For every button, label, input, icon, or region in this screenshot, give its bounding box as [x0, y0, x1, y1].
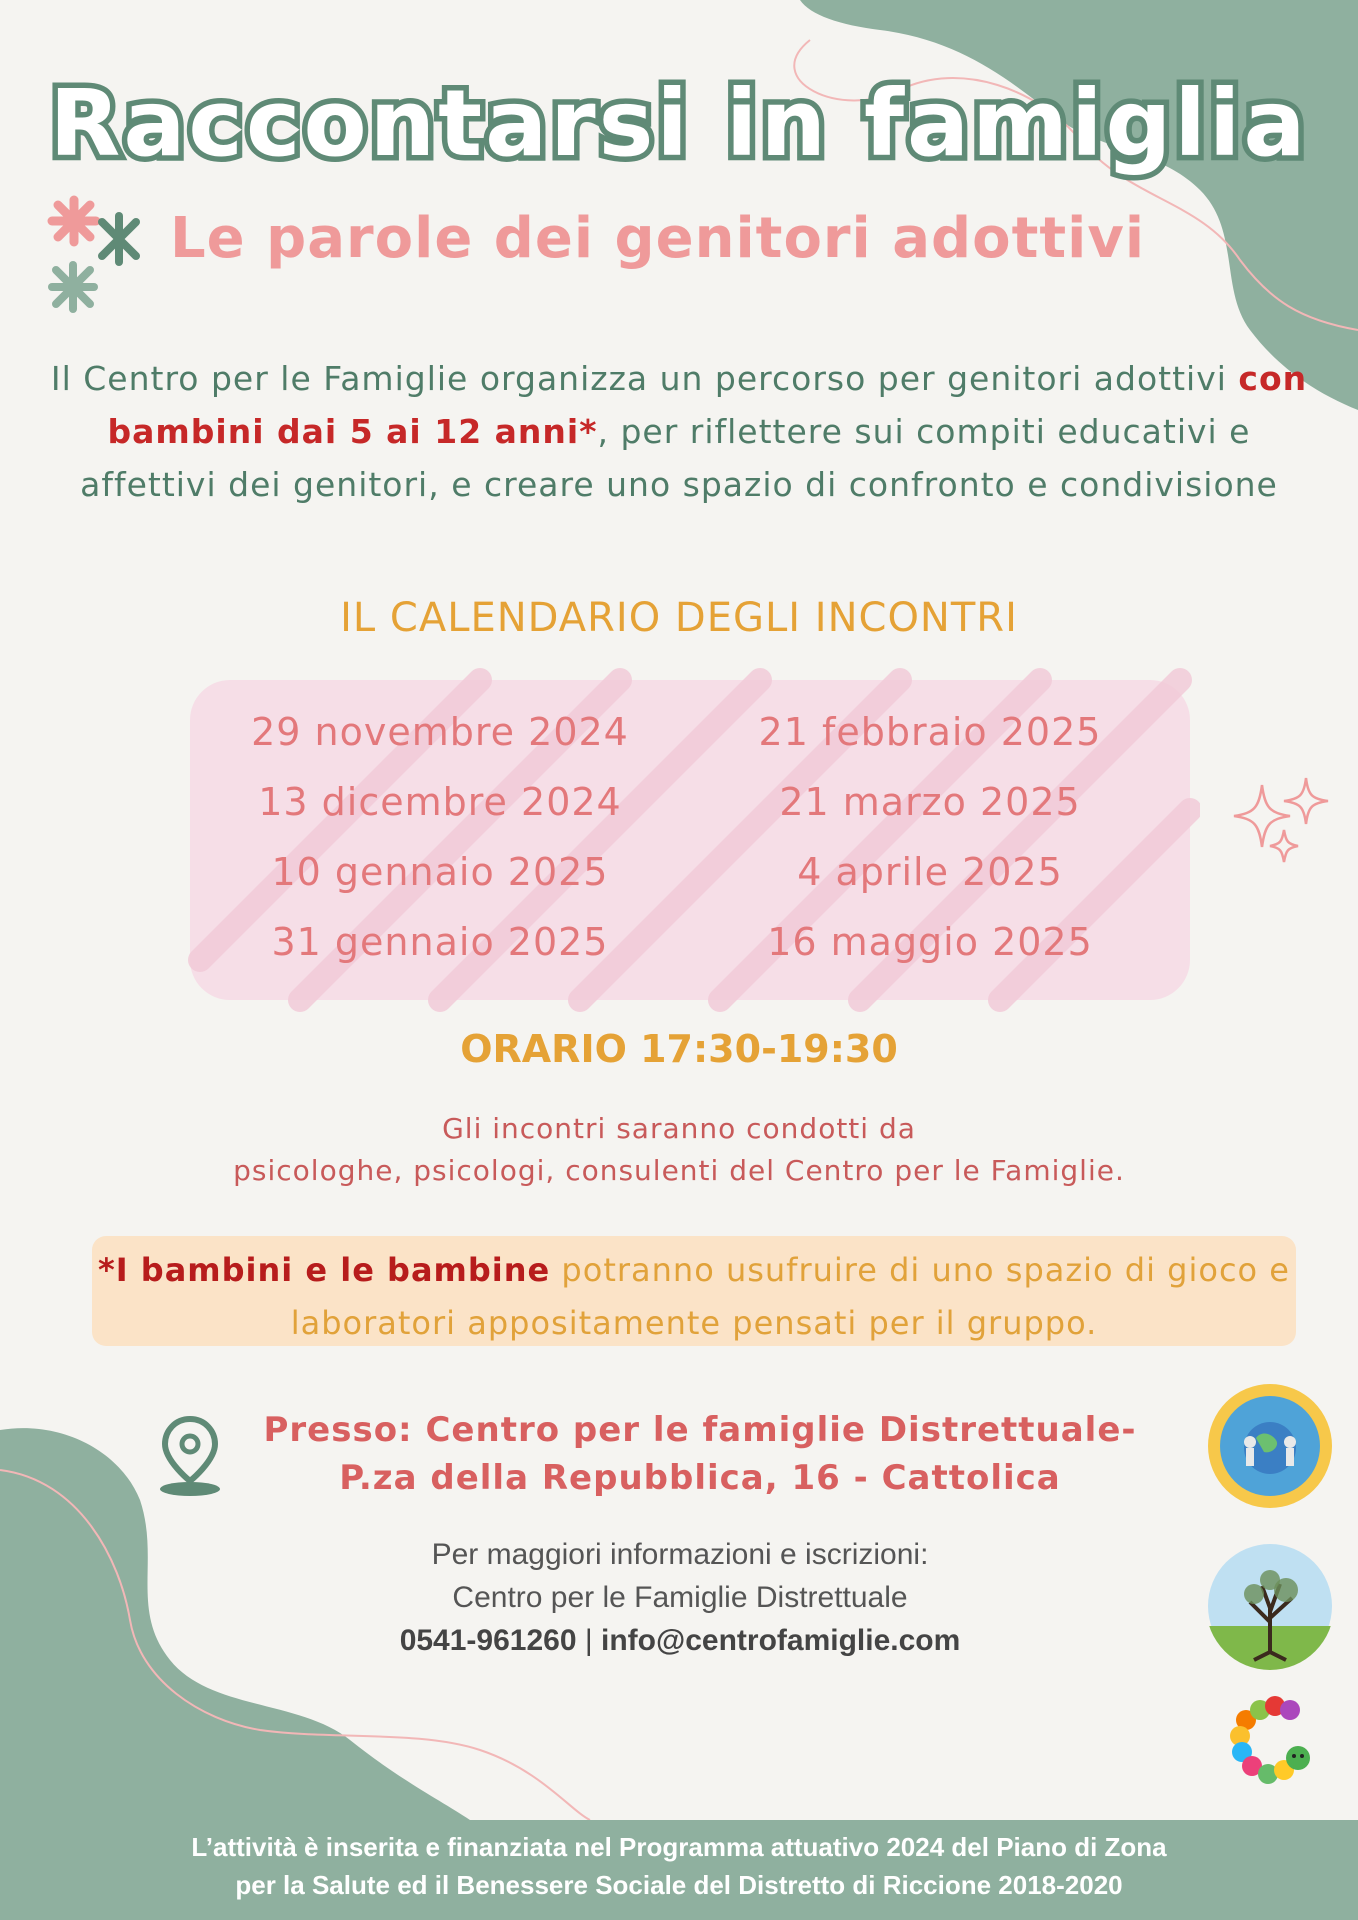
contact-info	[260, 1533, 1100, 1662]
phone-number: 0541-961260	[399, 1624, 577, 1657]
date-right-1: 21 febbraio 2025	[758, 710, 1102, 754]
date-right-3: 4 aprile 2025	[797, 850, 1063, 894]
date-left-1: 29 novembre 2024	[251, 710, 629, 754]
sparkle-icons	[1234, 778, 1328, 862]
info-line-2: Centro per le Famiglie Distrettuale	[452, 1581, 908, 1614]
conducted-by-text	[0, 1108, 1358, 1192]
children-note-highlight: *I bambini e le bambine	[98, 1251, 551, 1289]
date-right-4: 16 maggio 2025	[767, 920, 1093, 964]
star-icons	[52, 200, 136, 309]
conducted-line-1: Gli incontri saranno condotti da	[442, 1112, 916, 1145]
page-title: Raccontarsi in famiglia	[49, 70, 1309, 177]
intro-text-end: , per riflettere sui compiti educativi e affettivi dei genitori, e creare uno spazio di confronto e condivisione	[80, 412, 1278, 504]
footer-text	[0, 1828, 1358, 1904]
address-line-1: Presso: Centro per le famiglie Distrettuale-	[263, 1410, 1137, 1450]
footer-line-1: L’attività è inserita e finanziata nel Programma attuativo 2024 del Piano di Zona	[191, 1832, 1167, 1862]
intro-paragraph	[40, 352, 1318, 511]
info-line-1: Per maggiori informazioni e iscrizioni:	[431, 1538, 929, 1571]
location-pin-icon	[155, 1415, 225, 1499]
email-address: info@centrofamiglie.com	[601, 1624, 961, 1657]
date-left-4: 31 gennaio 2025	[271, 920, 609, 964]
date-right-2: 21 marzo 2025	[779, 780, 1081, 824]
page-subtitle: Le parole dei genitori adottivi	[170, 206, 1146, 271]
contact-separator: |	[576, 1624, 601, 1657]
date-left-3: 10 gennaio 2025	[271, 850, 609, 894]
centro-famiglie-logo	[1206, 1382, 1334, 1510]
address-line-2: P.za della Repubblica, 16 - Cattolica	[339, 1458, 1061, 1498]
schedule-time: ORARIO 17:30-19:30	[460, 1027, 898, 1071]
children-note-text	[92, 1244, 1296, 1350]
date-left-2: 13 dicembre 2024	[258, 780, 622, 824]
millepiedi-logo	[1220, 1696, 1330, 1806]
intro-text-start: Il Centro per le Famiglie organizza un percorso per genitori adottivi	[50, 359, 1239, 398]
calendar-title: IL CALENDARIO DEGLI INCONTRI	[340, 595, 1018, 641]
children-note-rest: potranno usufruire di uno spazio di gioco e laboratori appositamente pensati per il gruppo.	[290, 1251, 1290, 1342]
info-contacts	[260, 1619, 1100, 1662]
venue-address	[220, 1406, 1180, 1502]
intro-highlight: con bambini dai 5 ai 12 anni*	[107, 359, 1308, 451]
tanti-sguardi-logo	[1206, 1542, 1334, 1670]
conducted-line-2: psicologhe, psicologi, consulenti del Centro per le Famiglie.	[233, 1154, 1125, 1187]
footer-line-2: per la Salute ed il Benessere Sociale del Distretto di Riccione 2018-2020	[235, 1870, 1123, 1900]
